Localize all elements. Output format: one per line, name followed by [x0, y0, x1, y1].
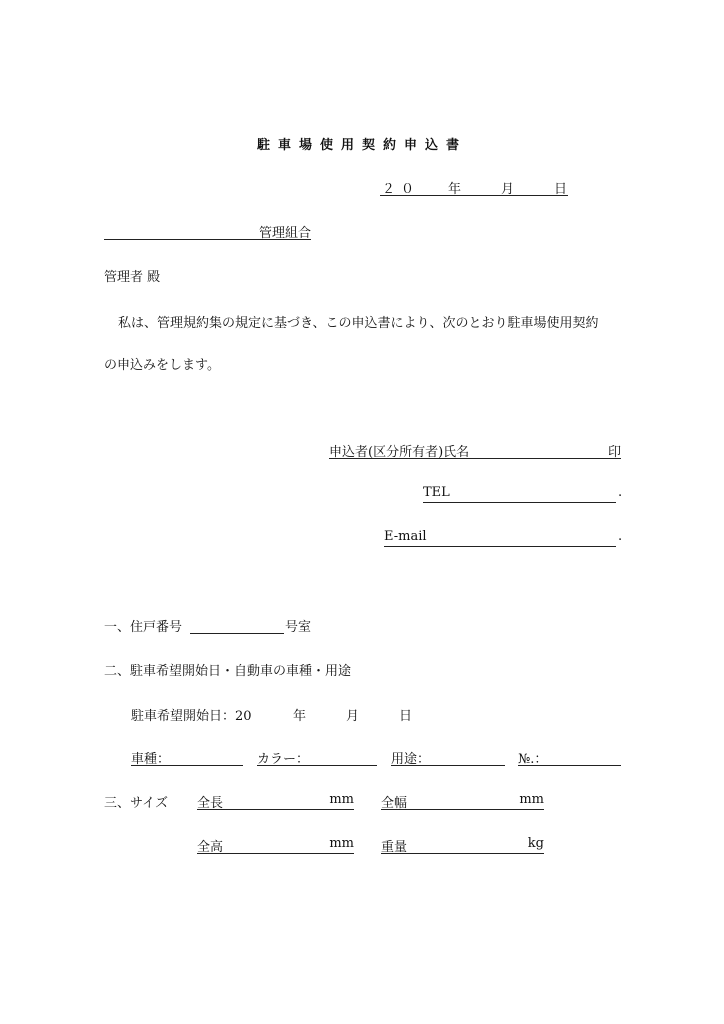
length-unit: mm — [329, 792, 354, 807]
email-label: E-mail — [384, 529, 427, 544]
seal-mark: 印 — [607, 445, 621, 460]
date-month: 月 — [501, 182, 515, 197]
weight-unit: kg — [527, 836, 544, 851]
plate-number-label: №.： — [518, 752, 548, 767]
width-unit: mm — [519, 792, 544, 807]
car-type-field[interactable] — [131, 748, 243, 766]
email-field[interactable] — [384, 529, 616, 547]
plate-number-field[interactable] — [518, 748, 621, 766]
height-unit: mm — [329, 836, 354, 851]
width-field[interactable] — [381, 792, 544, 810]
body-text-line2: の申込みをします。 — [104, 358, 220, 373]
start-day: 日 — [399, 709, 413, 724]
applicant-name-field[interactable] — [329, 441, 621, 459]
date-year: 年 — [448, 182, 462, 197]
length-field[interactable] — [197, 792, 354, 810]
date-era: ２０ — [382, 182, 421, 197]
section3-label: 三、サイズ — [104, 796, 168, 811]
length-label: 全長 — [197, 796, 224, 811]
usage-label: 用途： — [391, 752, 431, 767]
width-label: 全幅 — [381, 796, 408, 811]
tel-label: TEL — [423, 485, 450, 500]
unit-number-field[interactable] — [190, 616, 284, 634]
unit-suffix: 号室 — [285, 620, 312, 635]
date-day: 日 — [554, 182, 568, 197]
body-text-line1: 私は、管理規約集の規定に基づき、この申込書により、次のとおり駐車場使用契約 — [118, 316, 599, 331]
applicant-name-label: 申込者(区分所有者)氏名 — [329, 445, 470, 460]
document-title: 駐車場使用契約申込書 — [256, 138, 467, 153]
usage-field[interactable] — [391, 748, 505, 766]
color-field[interactable] — [257, 748, 377, 766]
height-field[interactable] — [197, 836, 354, 854]
section1-label: 一、住戸番号 — [104, 620, 183, 635]
section2-label: 二、駐車希望開始日・自動車の車種・用途 — [104, 664, 352, 679]
tel-field[interactable] — [423, 485, 616, 503]
start-date-label: 駐車希望開始日：20 — [131, 709, 252, 724]
association-suffix: 管理組合 — [258, 226, 311, 241]
weight-field[interactable] — [381, 836, 544, 854]
email-end-dot: . — [618, 529, 623, 544]
addressee: 管理者 殿 — [104, 270, 161, 285]
tel-end-dot: . — [618, 485, 623, 500]
association-name-field[interactable] — [104, 222, 311, 240]
color-label: カラー： — [257, 752, 310, 767]
height-label: 全高 — [197, 840, 224, 855]
start-month: 月 — [346, 709, 360, 724]
car-type-label: 車種： — [131, 752, 171, 767]
start-year: 年 — [293, 709, 307, 724]
date-field[interactable] — [380, 178, 568, 196]
weight-label: 重量 — [381, 840, 408, 855]
